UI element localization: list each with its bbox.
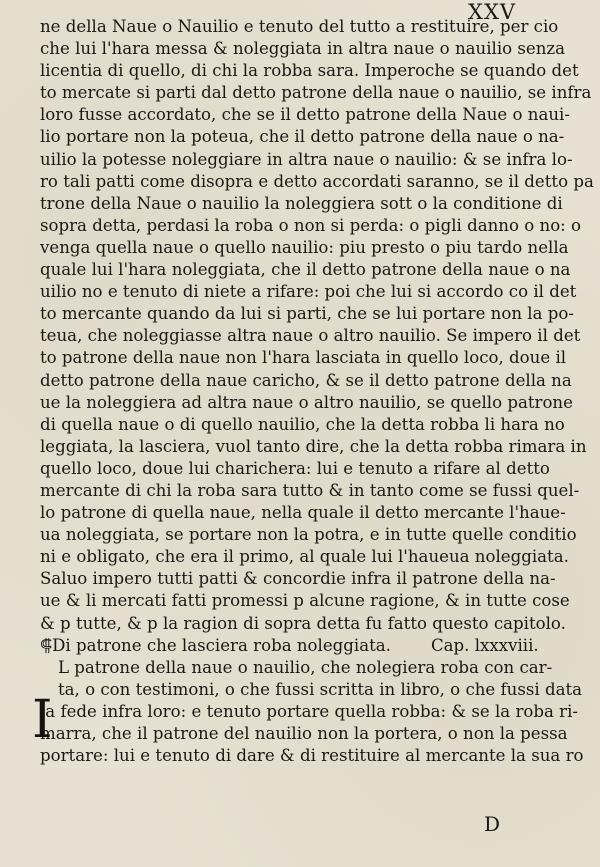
text-line: ue la noleggiera ad altra naue o altro nauilio, se quello patrone bbox=[40, 392, 573, 412]
chapter-text-line: la fede infra loro: e tenuto portare quella robba: & se la roba ri- bbox=[40, 701, 579, 721]
text-line: to mercante quando da lui si parti, che se lui portare non la po- bbox=[40, 304, 574, 324]
signature-mark: D bbox=[484, 812, 501, 836]
text-line: di quella naue o di quello nauilio, che la detta robba li hara no bbox=[40, 414, 565, 434]
chapter-number: Cap. lxxxviii. bbox=[430, 635, 539, 655]
folio-number: XXV bbox=[468, 0, 517, 24]
chapter-heading bbox=[40, 635, 570, 657]
text-line: to mercate si parti dal detto patrone della naue o nauilio, se infra bbox=[40, 83, 592, 103]
text-line: sopra detta, perdasi la roba o non si perda: o pigli danno o no: o bbox=[40, 215, 582, 235]
text-line: mercante di chi la roba sara tutto & in tanto come se fussi quel- bbox=[40, 480, 580, 500]
pilcrow-icon: ⸿ bbox=[40, 635, 53, 656]
chapter-text-line: portare: lui e tenuto di dare & di restituire al mercante la sua ro bbox=[40, 746, 584, 766]
text-line: ro tali patti come disopra e detto accordati saranno, se il detto pa bbox=[40, 171, 594, 191]
text-line: venga quella naue o quello nauilio: piu presto o piu tardo nella bbox=[40, 237, 569, 257]
text-line: ua noleggiata, se portare non la potra, e in tutte quelle conditio bbox=[40, 525, 577, 545]
text-line: & p tutte, & p la ragion di sopra detta fu fatto questo capitolo. bbox=[40, 613, 566, 633]
text-line: Saluo impero tutti patti & concordie infra il patrone della na- bbox=[40, 569, 556, 589]
chapter-text-line: marra, che il patrone del nauilio non la portera, o non la pessa bbox=[40, 724, 568, 743]
text-line: lo patrone di quella naue, nella quale il detto mercante l'haue- bbox=[40, 503, 566, 523]
chapter-text-line: ta, o con testimoni, o che fussi scritta in libro, o che fussi data bbox=[58, 679, 583, 699]
text-line: to patrone della naue non l'hara lasciata in quello loco, doue il bbox=[40, 348, 567, 368]
text-line: quello loco, doue lui charichera: lui e tenuto a rifare al detto bbox=[40, 458, 550, 478]
text-line: ni e obligato, che era il primo, al quale lui l'haueua noleggiata. bbox=[40, 547, 569, 567]
text-line: uilio la potesse noleggiare in altra naue o nauilio: & se infra lo- bbox=[40, 149, 573, 169]
chapter-heading-text: Di patrone che lasciera roba noleggiata. bbox=[52, 635, 391, 655]
text-line: lio portare non la poteua, che il detto patrone della naue o na- bbox=[40, 127, 565, 147]
text-line: leggiata, la lasciera, vuol tanto dire, che la detta robba rimara in bbox=[40, 436, 587, 456]
text-line: quale lui l'hara noleggiata, che il detto patrone della naue o na bbox=[40, 260, 571, 280]
chapter-text-line: L patrone della naue o nauilio, che nolegiera roba con car- bbox=[58, 657, 553, 677]
text-line: ne della Naue o Nauilio e tenuto del tutto a restituire, per cio bbox=[40, 17, 559, 36]
text-line: loro fusse accordato, che se il detto patrone della Naue o naui- bbox=[40, 105, 570, 125]
text-line: teua, che noleggiasse altra naue o altro nauilio. Se impero il det bbox=[40, 326, 581, 346]
text-line: uilio no e tenuto di niete a rifare: poi che lui si accordo co il det bbox=[40, 282, 577, 302]
text-line: licentia di quello, di chi la robba sara. Imperoche se quando det bbox=[40, 61, 579, 81]
text-line: detto patrone della naue caricho, & se il detto patrone della na bbox=[40, 370, 572, 390]
body-text bbox=[32, 16, 594, 767]
text-line: che lui l'hara messa & noleggiata in altra naue o nauilio senza bbox=[40, 39, 566, 59]
text-line: ue & li mercati fatti promessi p alcune ragione, & in tutte cose bbox=[40, 591, 570, 611]
text-line: trone della Naue o nauilio la noleggiera sott o la conditione di bbox=[40, 193, 563, 213]
drop-cap: I bbox=[32, 690, 53, 750]
